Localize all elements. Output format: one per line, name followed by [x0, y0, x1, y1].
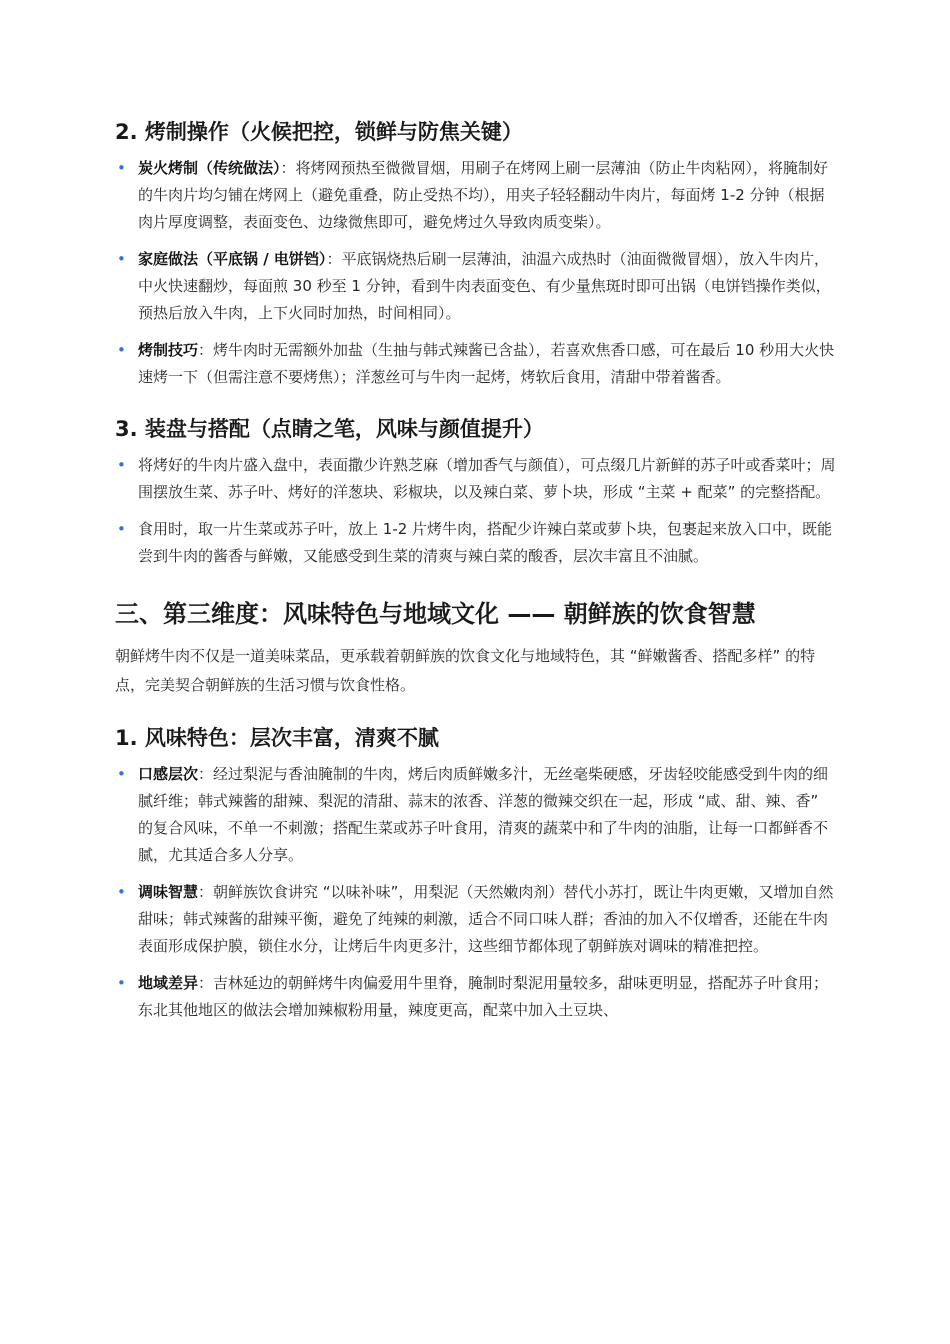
item-label: 调味智慧 — [138, 883, 199, 901]
bullet-icon: • — [117, 974, 126, 992]
item-label: 家庭做法（平底锅 / 电饼铛） — [138, 250, 327, 268]
bullet-icon: • — [117, 250, 126, 268]
bullet-icon: • — [117, 456, 126, 474]
item-label: 烤制技巧 — [138, 341, 199, 359]
document-content — [115, 112, 837, 1024]
flavor-list — [115, 761, 837, 1024]
bullet-icon: • — [117, 520, 126, 538]
bullet-icon: • — [117, 883, 126, 901]
chapter-intro: 朝鲜烤牛肉不仅是一道美味菜品，更承载着朝鲜族的饮食文化与地域特色，其 “鲜嫩酱香、搭配多样” 的特点，完美契合朝鲜族的生活习惯与饮食性格。 — [115, 647, 816, 694]
section-heading-plating: 3. 装盘与搭配（点睛之笔，风味与颜值提升） — [115, 417, 544, 441]
item-text: 吉林延边的朝鲜烤牛肉偏爱用牛里脊，腌制时梨泥用量较多，甜味更明显，搭配苏子叶食用；东北其他地区的做法会增加辣椒粉用量，辣度更高，配菜中加入土豆块、 — [138, 974, 829, 1019]
list-item — [115, 761, 837, 869]
item-separator: ： — [198, 883, 214, 901]
grilling-list — [115, 155, 837, 391]
item-separator: ： — [198, 341, 214, 359]
item-text: 经过梨泥与香油腌制的牛肉，烤后肉质鲜嫩多汁，无丝毫柴硬感，牙齿轻咬能感受到牛肉的细腻纤维；韩式辣酱的甜辣、梨泥的清甜、蒜末的浓香、洋葱的微辣交织在一起，形成 “咸、甜、辣、香” 的复合风味，不单一不刺激；搭配生菜或苏子叶食用，清爽的蔬菜中和了牛肉的油脂，让每一口都鲜香不腻，尤其适合多人分享。 — [138, 765, 829, 864]
bullet-icon: • — [117, 765, 126, 783]
item-label: 炭火烤制（传统做法） — [138, 159, 281, 177]
item-text: 平底锅烧热后刷一层薄油，油温六成热时（油面微微冒烟），放入牛肉片，中火快速翻炒，每面煎 30 秒至 1 分钟，看到牛肉表面变色、有少量焦斑时即可出锅（电饼铛操作类似，预热后放入牛肉，上下火同时加热，时间相同）。 — [138, 250, 831, 322]
item-separator: ： — [280, 159, 296, 177]
item-label: 口感层次 — [138, 765, 199, 783]
item-text: 朝鲜族饮食讲究 “以味补味”，用梨泥（天然嫩肉剂）替代小苏打，既让牛肉更嫩，又增加自然甜味；韩式辣酱的甜辣平衡，避免了纯辣的刺激，适合不同口味人群；香油的加入不仅增香，还能在牛肉表面形成保护膜，锁住水分，让烤后牛肉更多汁，这些细节都体现了朝鲜族对调味的精准把控。 — [138, 883, 834, 955]
bullet-icon: • — [117, 159, 126, 177]
item-text: 食用时，取一片生菜或苏子叶，放上 1-2 片烤牛肉，搭配少许辣白菜或萝卜块，包裹起来放入口中，既能尝到牛肉的酱香与鲜嫩，又能感受到生菜的清爽与辣白菜的酸香，层次丰富且不油腻。 — [138, 520, 833, 565]
item-separator: ： — [198, 974, 214, 992]
item-text: 烤牛肉时无需额外加盐（生抽与韩式辣酱已含盐），若喜欢焦香口感，可在最后 10 秒用大火快速烤一下（但需注意不要烤焦）；洋葱丝可与牛肉一起烤，烤软后食用，清甜中带着酱香。 — [138, 341, 835, 386]
list-item — [115, 246, 837, 327]
list-item — [115, 516, 837, 570]
item-text: 将烤好的牛肉片盛入盘中，表面撒少许熟芝麻（增加香气与颜值），可点缀几片新鲜的苏子叶或香菜叶；周围摆放生菜、苏子叶、烤好的洋葱块、彩椒块，以及辣白菜、萝卜块，形成 “主菜 + 配菜” 的完整搭配。 — [138, 456, 836, 501]
list-item — [115, 879, 837, 960]
list-item — [115, 970, 837, 1024]
section-heading-grilling: 2. 烤制操作（火候把控，锁鲜与防焦关键） — [115, 120, 523, 144]
plating-list — [115, 452, 837, 570]
item-text: 将烤网预热至微微冒烟，用刷子在烤网上刷一层薄油（防止牛肉粘网），将腌制好的牛肉片均匀铺在烤网上（避免重叠，防止受热不均），用夹子轻轻翻动牛肉片，每面烤 1-2 分钟（根据肉片厚度调整，表面变色、边缘微焦即可，避免烤过久导致肉质变柴）。 — [138, 159, 829, 231]
list-item — [115, 155, 837, 236]
item-separator: ： — [198, 765, 214, 783]
list-item — [115, 452, 837, 506]
item-label: 地域差异 — [138, 974, 199, 992]
list-item — [115, 337, 837, 391]
item-separator: ： — [326, 250, 342, 268]
bullet-icon: • — [117, 341, 126, 359]
chapter-heading: 三、第三维度：风味特色与地域文化 —— 朝鲜族的饮食智慧 — [115, 600, 756, 628]
section-heading-flavor: 1. 风味特色：层次丰富，清爽不腻 — [115, 726, 439, 750]
